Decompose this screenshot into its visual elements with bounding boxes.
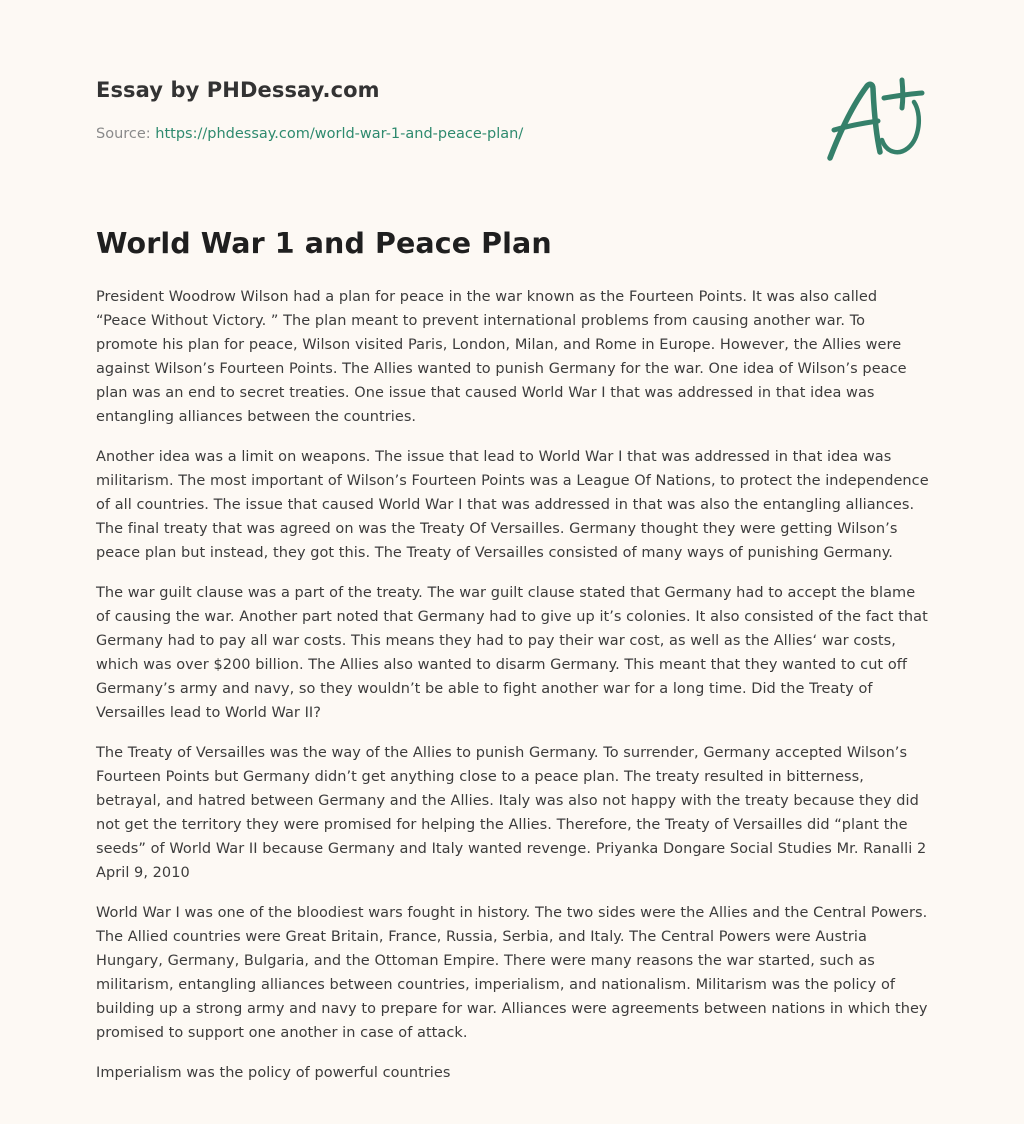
- paragraph: The Treaty of Versailles was the way of the Allies to punish Germany. To surrender, Germany accepted Wilson’s Fourteen Points but Germany didn’t get anything close to a peace plan. The treaty resulted in bitterness, betrayal, and hatred between Germany and the Allies. Italy was also not happy with the treaty because they did not get the territory they were promised for helping the Allies. Therefore, the Treaty of Versailles did “plant the seeds” of World War II because Germany and Italy wanted revenge. Priyanka Dongare Social Studies Mr. Ranalli 2 April 9, 2010: [96, 745, 927, 881]
- essay-body: [96, 285, 930, 1101]
- paragraph: World War I was one of the bloodiest wars fought in history. The two sides were the Allies and the Central Powers. The Allied countries were Great Britain, France, Russia, Serbia, and Italy. The Central Powers were Austria Hungary, Germany, Bulgaria, and the Ottoman Empire. There were many reasons the war started, such as militarism, entangling alliances between countries, imperialism, and nationalism. Militarism was the policy of building up a strong army and navy to prepare for war. Alliances were agreements between nations in which they promised to support one another in case of attack.: [96, 905, 928, 1041]
- source-label: Source:: [96, 126, 156, 142]
- paragraph: Another idea was a limit on weapons. The issue that lead to World War I that was addressed in that idea was militarism. The most important of Wilson’s Fourteen Points was a League Of Nations, to protect the independence of all countries. The issue that caused World War I that was addressed in that was also the entangling alliances. The final treaty that was agreed on was the Treaty Of Versailles. Germany thought they were getting Wilson’s peace plan but instead, they got this. The Treaty of Versailles consisted of many ways of punishing Germany.: [96, 449, 929, 561]
- page-header: [96, 74, 936, 144]
- paragraph: Imperialism was the policy of powerful countries: [96, 1065, 451, 1081]
- paragraph: The war guilt clause was a part of the treaty. The war guilt clause stated that Germany had to accept the blame of causing the war. Another part noted that Germany had to give up it’s colonies. It also consisted of the fact that Germany had to pay all war costs. This means they had to pay their war cost, as well as the Allies‘ war costs, which was over $200 billion. The Allies also wanted to disarm Germany. This meant that they wanted to cut off Germany’s army and navy, so they wouldn’t be able to fight another war for a long time. Did the Treaty of Versailles lead to World War II?: [96, 585, 928, 721]
- a-plus-grade-icon: [818, 66, 934, 172]
- document-title: World War 1 and Peace Plan: [96, 227, 552, 260]
- brand-title: Essay by PHDessay.com: [96, 78, 380, 102]
- source-link[interactable]: https://phdessay.com/world-war-1-and-peace-plan/: [155, 126, 524, 142]
- paragraph: President Woodrow Wilson had a plan for peace in the war known as the Fourteen Points. It was also called “Peace Without Victory. ” The plan meant to prevent international problems from causing another war. To promote his plan for peace, Wilson visited Paris, London, Milan, and Rome in Europe. However, the Allies were against Wilson’s Fourteen Points. The Allies wanted to punish Germany for the war. One idea of Wilson’s peace plan was an end to secret treaties. One issue that caused World War I that was addressed in that idea was entangling alliances between the countries.: [96, 289, 907, 425]
- source-line: [96, 124, 936, 144]
